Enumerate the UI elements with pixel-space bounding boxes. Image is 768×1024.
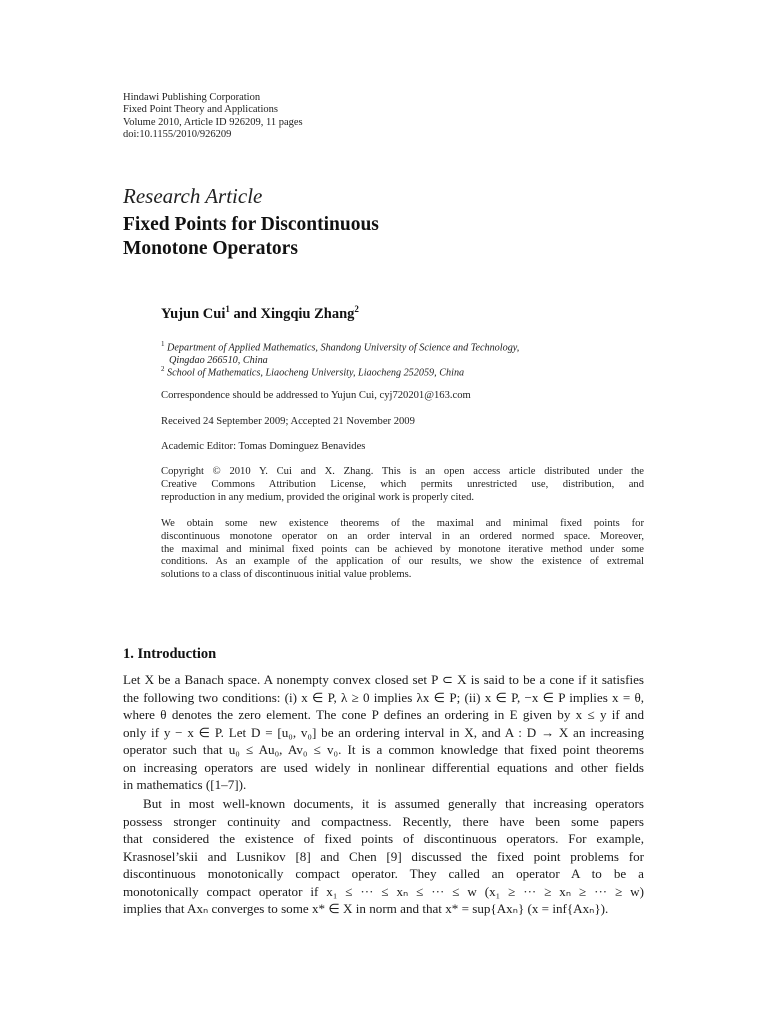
- abstract: [161, 518, 644, 582]
- received-dates: Received 24 September 2009; Accepted 21 November 2009: [161, 416, 415, 427]
- text-line: conditions. As an example of the application of our results, we show the existence of extremal: [161, 556, 644, 568]
- author-name: Xingqiu Zhang: [260, 305, 355, 322]
- journal-header: [123, 92, 303, 142]
- publisher-line: Hindawi Publishing Corporation: [123, 92, 261, 103]
- text-line: reproduction in any medium, provided the original work is properly cited.: [161, 491, 475, 503]
- text-line: solutions to a class of discontinuous initial value problems.: [161, 569, 412, 581]
- affiliation-marker: 2: [161, 365, 165, 373]
- title-line-2: Monotone Operators: [123, 238, 298, 259]
- paper-title: [123, 213, 379, 261]
- text-line: But in most well-known documents, it is assumed generally that increasing operators: [143, 796, 644, 811]
- affiliation-marker: 2: [354, 304, 359, 314]
- affiliation-text: Qingdao 266510, China: [169, 354, 268, 366]
- text-line: on increasing operators are used widely in nonlinear differential equations and other fields: [123, 759, 644, 775]
- text-line: operator such that u₀ ≤ Au₀, Av₀ ≤ v₀. It is a common knowledge that fixed point theorems: [123, 742, 644, 757]
- text-line: in mathematics ([1–7]).: [123, 777, 247, 792]
- correspondence: Correspondence should be addressed to Yujun Cui, cyj720201@163.com: [161, 390, 471, 401]
- text-line: that considered the existence of fixed points of discontinuous operators. For example,: [123, 831, 644, 846]
- text-line: the maximal and minimal fixed points can be achieved by monotone iterative method under some: [161, 543, 644, 555]
- author-conjunction: and: [233, 305, 257, 322]
- copyright-notice: [161, 466, 644, 504]
- text-line: Let X be a Banach space. A nonempty convex closed set P ⊂ X is said to be a cone if it satisfies: [123, 672, 644, 687]
- volume-line: Volume 2010, Article ID 926209, 11 pages: [123, 116, 303, 128]
- text-line: implies that Axₙ converges to some x* ∈ X in norm and that x* = sup{Axₙ} (x = inf{Axₙ}).: [123, 901, 609, 916]
- academic-editor: Academic Editor: Tomas Dominguez Benavides: [161, 441, 366, 452]
- affiliation-marker: 1: [225, 304, 230, 314]
- text-line: only if y − x ∈ P. Let D = [u₀, v₀] be an ordering interval in X, and A : D → X an increasing: [123, 724, 644, 740]
- text-line: discontinuous monotonically compact operator. They called an operator A to be a: [123, 866, 644, 881]
- affiliation-marker: 1: [161, 340, 165, 348]
- body-paragraph-1: [123, 671, 644, 794]
- journal-line: Fixed Point Theory and Applications: [123, 104, 278, 116]
- text-line: Krasnosel’skii and Lusnikov [8] and Chen [9] discussed the fixed point problems for: [123, 848, 644, 864]
- text-line: where θ denotes the zero element. The cone P defines an ordering in E given by x ≤ y if and: [123, 707, 644, 722]
- affiliation-2: [161, 363, 651, 380]
- body-paragraph-2: [123, 795, 644, 918]
- affiliation-text: School of Mathematics, Liaocheng University, Liaocheng 252059, China: [167, 367, 465, 379]
- text-line: possess stronger continuity and compactness. Recently, there have been some papers: [123, 813, 644, 829]
- text-line: Creative Commons Attribution License, which permits unrestricted use, distribution, and: [161, 478, 644, 490]
- section-heading: 1. Introduction: [123, 646, 217, 662]
- text-line: the following two conditions: (i) x ∈ P, λ ≥ 0 implies λx ∈ P; (ii) x ∈ P, −x ∈ P implies x = θ,: [123, 689, 644, 705]
- author-name: Yujun Cui: [161, 305, 226, 322]
- doi-line: doi:10.1155/2010/926209: [123, 129, 232, 141]
- affiliation-text: Department of Applied Mathematics, Shandong University of Science and Technology,: [167, 342, 520, 354]
- author-list: [161, 304, 359, 323]
- text-line: monotonically compact operator if x₁ ≤ ··· ≤ xₙ ≤ ··· ≤ w (x₁ ≥ ··· ≥ xₙ ≥ ··· ≥ w): [123, 883, 644, 899]
- title-line-1: Fixed Points for Discontinuous: [123, 214, 379, 235]
- text-line: discontinuous monotone operator on an order interval in an ordered normed space. Moreover,: [161, 530, 644, 542]
- article-type: Research Article: [123, 184, 263, 208]
- text-line: Copyright © 2010 Y. Cui and X. Zhang. This is an open access article distributed under the: [161, 466, 644, 477]
- text-line: We obtain some new existence theorems of the maximal and minimal fixed points for: [161, 518, 644, 529]
